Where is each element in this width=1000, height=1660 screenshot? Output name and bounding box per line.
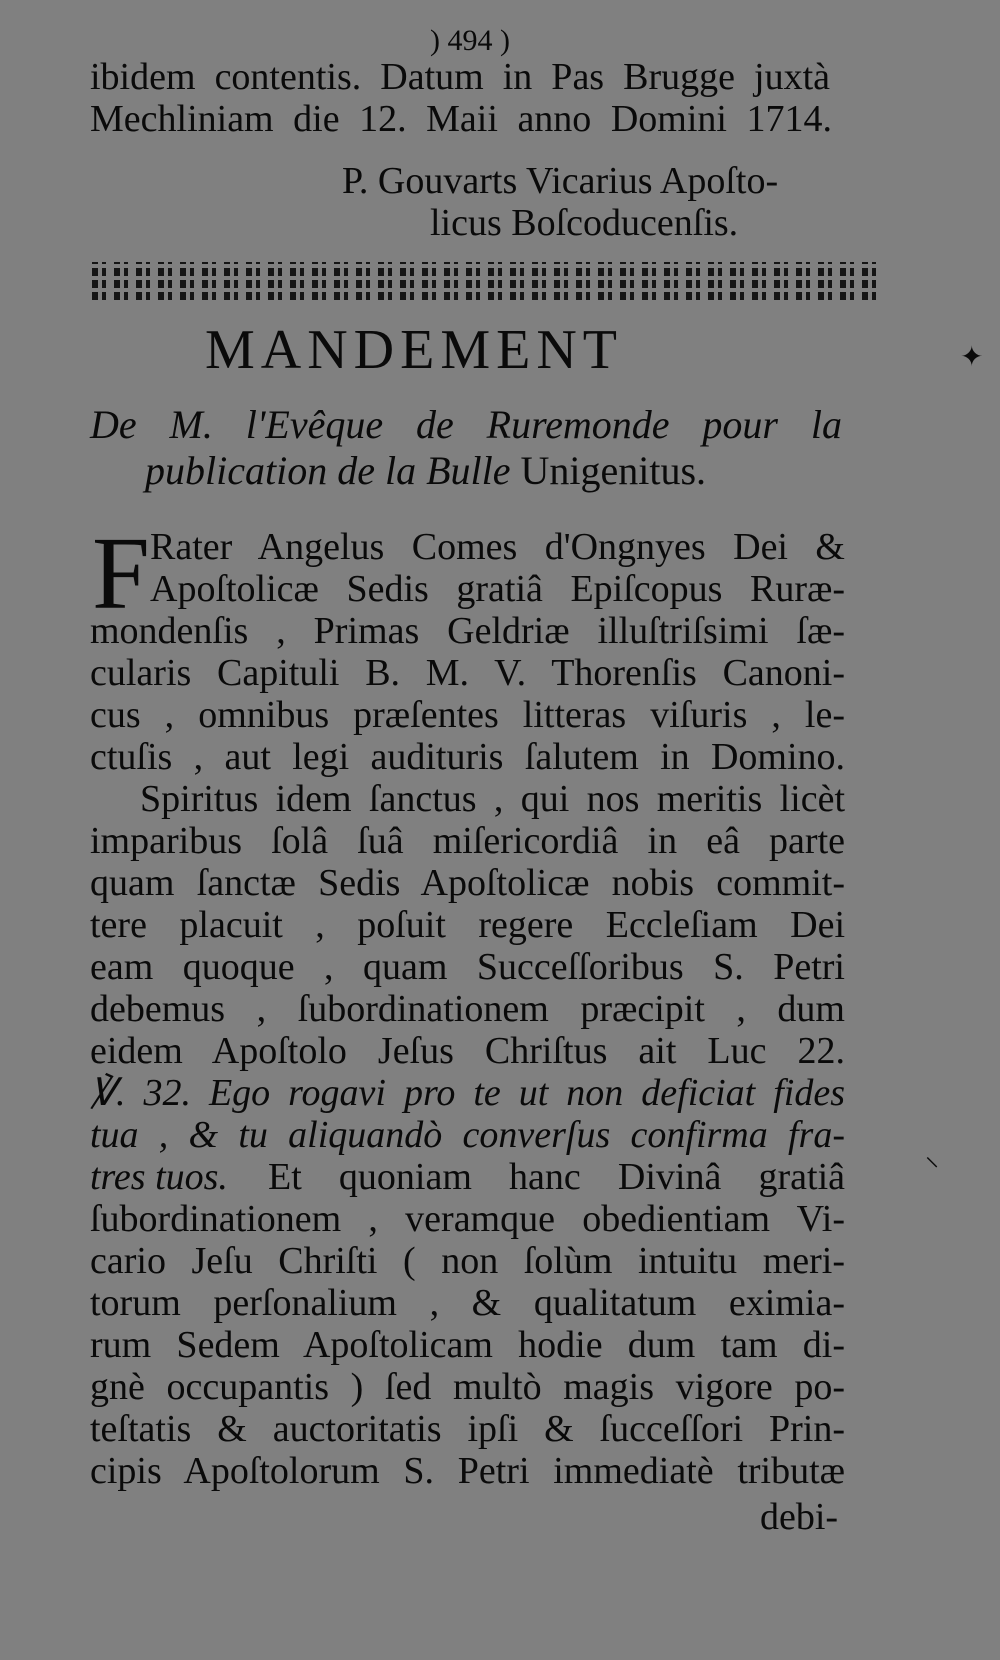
body-line: mondenſis , Primas Geldriæ illuſtriſsimi ſæ-: [90, 610, 845, 652]
text-line: Mechliniam die 12. Maii anno Domini 1714.: [90, 98, 832, 140]
body-line: Apoſtolicæ Sedis gratiâ Epiſcopus Ruræ-: [150, 568, 845, 610]
body-line: cus , omnibus præſentes litteras viſuris , le-: [90, 694, 845, 736]
page-number: ) 494 ): [430, 24, 510, 57]
body-line: Et quoniam hanc Divinâ gratiâ: [268, 1156, 845, 1198]
body-line: eidem Apoſtolo Jeſus Chriſtus ait Luc 22.: [90, 1030, 845, 1072]
page-title: MANDEMENT: [205, 319, 623, 381]
subtitle-italic: publication de la Bulle: [145, 448, 511, 493]
body-line: ℣. 32. Ego rogavi pro te ut non deficiat fides: [90, 1072, 845, 1114]
subtitle-line-2: [145, 450, 706, 492]
body-line: imparibus ſolâ ſuâ miſericordiâ in eâ parte: [90, 820, 845, 862]
body-line: quam ſanctæ Sedis Apoſtolicæ nobis commit-: [90, 862, 845, 904]
body-line: ſubordinationem , veramque obedientiam Vi-: [90, 1198, 845, 1240]
body-line: debemus , ſubordinationem præcipit , dum: [90, 988, 845, 1030]
signature-line: licus Boſcoducenſis.: [430, 202, 739, 244]
body-line: gnè occupantis ) ſed multò magis vigore po-: [90, 1366, 845, 1408]
body-line: tres tuos.: [90, 1156, 228, 1198]
body-line: tere placuit , poſuit regere Eccleſiam Dei: [90, 904, 845, 946]
body-line: tua , & tu aliquandò converſus confirma fra-: [90, 1114, 845, 1156]
body-line: teſtatis & auctoritatis ipſi & ſucceſſori Prin-: [90, 1408, 845, 1450]
body-line: eam quoque , quam Succeſſoribus S. Petri: [90, 946, 845, 988]
catchword: debi-: [760, 1496, 839, 1538]
drop-cap: F: [92, 516, 150, 631]
body-line: torum perſonalium , & qualitatum eximia-: [90, 1282, 845, 1324]
subtitle-roman: Unigenitus.: [520, 448, 707, 493]
signature-line: P. Gouvarts Vicarius Apoſto-: [342, 160, 779, 202]
body-line: ctuſis , aut legi audituris ſalutem in Domino.: [90, 736, 845, 778]
body-line: cularis Capituli B. M. V. Thorenſis Canoni-: [90, 652, 845, 694]
text-line: ibidem contentis. Datum in Pas Brugge juxtà: [90, 56, 830, 98]
stray-mark: ⸌: [925, 1153, 940, 1184]
body-line: cario Jeſu Chriſti ( non ſolùm intuitu meri-: [90, 1240, 845, 1282]
body-line: rum Sedem Apoſtolicam hodie dum tam di-: [90, 1324, 845, 1366]
decorative-border: [92, 262, 882, 300]
subtitle-line: De M. l'Evêque de Ruremonde pour la: [90, 402, 842, 447]
body-line: Spiritus idem ſanctus , qui nos meritis licèt: [140, 778, 845, 820]
body-line: Rater Angelus Comes d'Ongnyes Dei &: [150, 526, 845, 568]
stray-mark: ✦: [960, 342, 984, 373]
body-line: cipis Apoſtolorum S. Petri immediatè tributæ: [90, 1450, 845, 1492]
